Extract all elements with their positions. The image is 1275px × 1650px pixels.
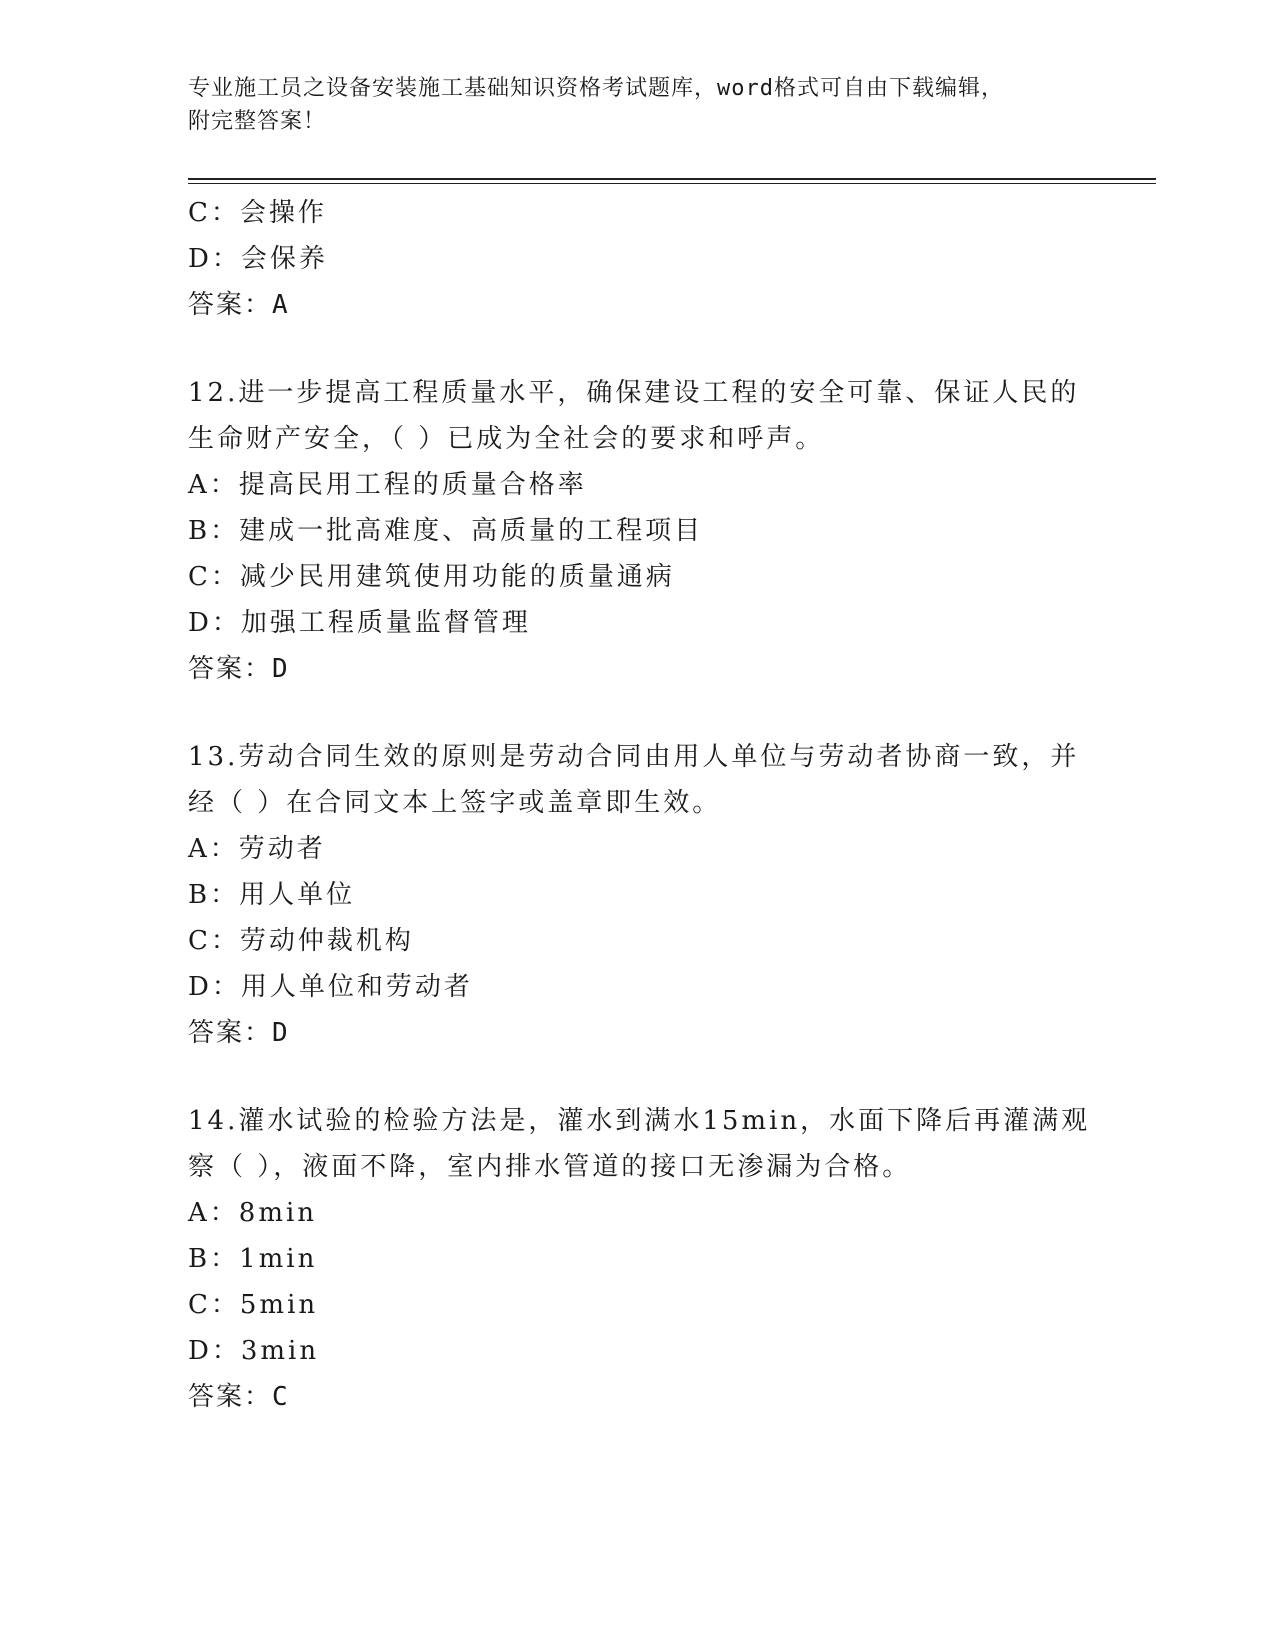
option-c: C：会操作 (188, 198, 327, 228)
header-line-2: 附完整答案！ (188, 109, 327, 134)
question-12 (188, 370, 1088, 692)
option-c: C：减少民用建筑使用功能的质量通病 (188, 562, 675, 592)
question-stem-line: 生命财产安全，（ ）已成为全社会的要求和呼声。 (188, 424, 825, 454)
option-a: A：劳动者 (188, 834, 326, 864)
option-b: B：用人单位 (188, 880, 356, 910)
document-body (188, 190, 1091, 1420)
question-stem-line: 14.灌水试验的检验方法是，灌水到满水15min，水面下降后再灌满观 (188, 1106, 1091, 1136)
document-header (188, 72, 1088, 138)
option-b: B：1min (188, 1244, 318, 1274)
answer-line: 答案：D (188, 654, 290, 684)
question-stem-line: 察（ ），液面不降，室内排水管道的接口无渗漏为合格。 (188, 1152, 912, 1182)
option-c: C：5min (188, 1290, 319, 1320)
option-d: D：用人单位和劳动者 (188, 972, 473, 1002)
header-divider-thick (188, 178, 1156, 180)
question-13 (188, 734, 1088, 1056)
answer-line: 答案：D (188, 1018, 290, 1048)
option-a: A：8min (188, 1198, 318, 1228)
previous-question-tail (188, 190, 1088, 328)
option-b: B：建成一批高难度、高质量的工程项目 (188, 516, 704, 546)
option-c: C：劳动仲裁机构 (188, 926, 414, 956)
question-14 (188, 1098, 1091, 1420)
option-d: D：会保养 (188, 244, 328, 274)
question-stem-line: 13.劳动合同生效的原则是劳动合同由用人单位与劳动者协商一致，并 (188, 742, 1080, 772)
answer-line: 答案：C (188, 1382, 290, 1412)
option-d: D：加强工程质量监督管理 (188, 608, 531, 638)
question-stem-line: 经（ ）在合同文本上签字或盖章即生效。 (188, 788, 722, 818)
question-stem-line: 12.进一步提高工程质量水平，确保建设工程的安全可靠、保证人民的 (188, 378, 1080, 408)
option-a: A：提高民用工程的质量合格率 (188, 470, 587, 500)
header-divider-thin (188, 183, 1156, 184)
answer-line: 答案：A (188, 290, 290, 320)
header-line-1: 专业施工员之设备安装施工基础知识资格考试题库，word格式可自由下载编辑， (188, 76, 1004, 101)
option-d: D：3min (188, 1336, 320, 1366)
